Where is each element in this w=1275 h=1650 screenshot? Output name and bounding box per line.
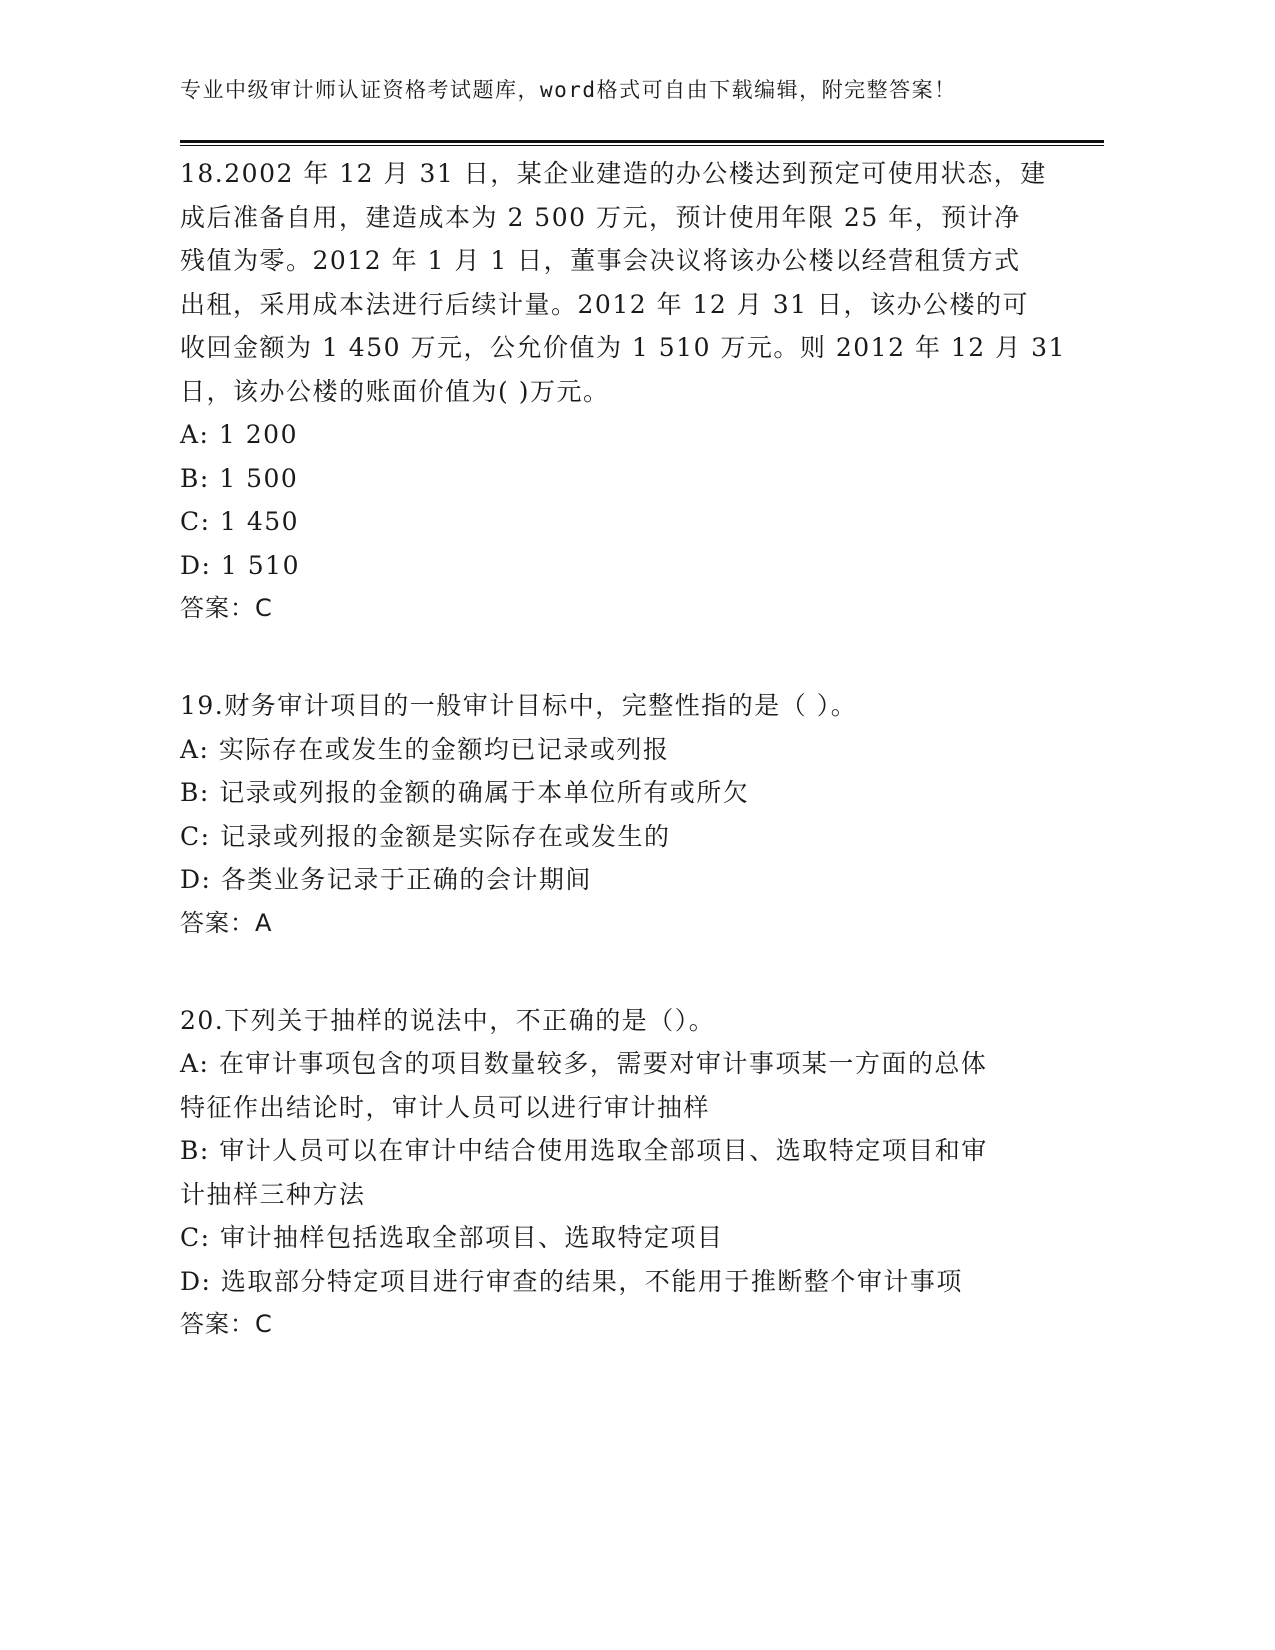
option-b: B: 审计人员可以在审计中结合使用选取全部项目、选取特定项目和审 xyxy=(180,1136,988,1165)
answer-label: 答案：C xyxy=(180,1310,273,1338)
question-stem-line: 成后准备自用，建造成本为 2 500 万元，预计使用年限 25 年，预计净 xyxy=(180,202,1021,232)
question-stem-line: 收回金额为 1 450 万元，公允价值为 1 510 万元。则 2012 年 12 月 31 xyxy=(180,333,1066,362)
question-stem-line: 18.2002 年 12 月 31 日，某企业建造的办公楼达到预定可使用状态，建 xyxy=(180,159,1047,188)
header-rule-thin xyxy=(180,145,1104,146)
option-c: C: 审计抽样包括选取全部项目、选取特定项目 xyxy=(180,1223,724,1252)
option-a: A: 在审计事项包含的项目数量较多，需要对审计事项某一方面的总体 xyxy=(180,1049,988,1078)
option-a: A: 1 200 xyxy=(180,420,298,449)
question-stem-line: 19.财务审计项目的一般审计目标中，完整性指的是（ ）。 xyxy=(180,691,858,720)
option-b: B: 记录或列报的金额的确属于本单位所有或所欠 xyxy=(180,778,750,807)
option-d: D: 1 510 xyxy=(180,550,300,580)
question-19 xyxy=(180,684,1050,945)
option-a: A: 实际存在或发生的金额均已记录或列报 xyxy=(180,734,670,764)
answer-label: 答案：A xyxy=(180,908,273,937)
spacer xyxy=(180,989,1050,999)
question-stem-line: 日，该办公楼的账面价值为( )万元。 xyxy=(180,376,610,406)
option-d: D: 各类业务记录于正确的会计期间 xyxy=(180,865,592,894)
option-b: B: 1 500 xyxy=(180,463,299,493)
option-c: C: 记录或列报的金额是实际存在或发生的 xyxy=(180,821,671,851)
spacer xyxy=(180,945,1050,989)
option-b-continued: 计抽样三种方法 xyxy=(180,1179,366,1209)
question-18 xyxy=(180,152,1066,631)
question-stem-line: 残值为零。2012 年 1 月 1 日，董事会决议将该办公楼以经营租赁方式 xyxy=(180,246,1021,275)
page-header: 专业中级审计师认证资格考试题库，word格式可自由下载编辑，附完整答案！ xyxy=(180,78,957,102)
answer-label: 答案：C xyxy=(180,594,273,622)
question-stem-line: 20.下列关于抽样的说法中，不正确的是（）。 xyxy=(180,1005,716,1035)
option-a-continued: 特征作出结论时，审计人员可以进行审计抽样 xyxy=(180,1092,711,1122)
question-20 xyxy=(180,999,1050,1347)
question-list xyxy=(180,152,1066,1347)
header-rule-thick xyxy=(180,140,1104,143)
option-c: C: 1 450 xyxy=(180,507,300,536)
spacer xyxy=(180,674,1050,684)
spacer xyxy=(180,631,1050,675)
option-d: D: 选取部分特定项目进行审查的结果，不能用于推断整个审计事项 xyxy=(180,1266,963,1296)
question-stem-line: 出租，采用成本法进行后续计量。2012 年 12 月 31 日，该办公楼的可 xyxy=(180,289,1029,319)
